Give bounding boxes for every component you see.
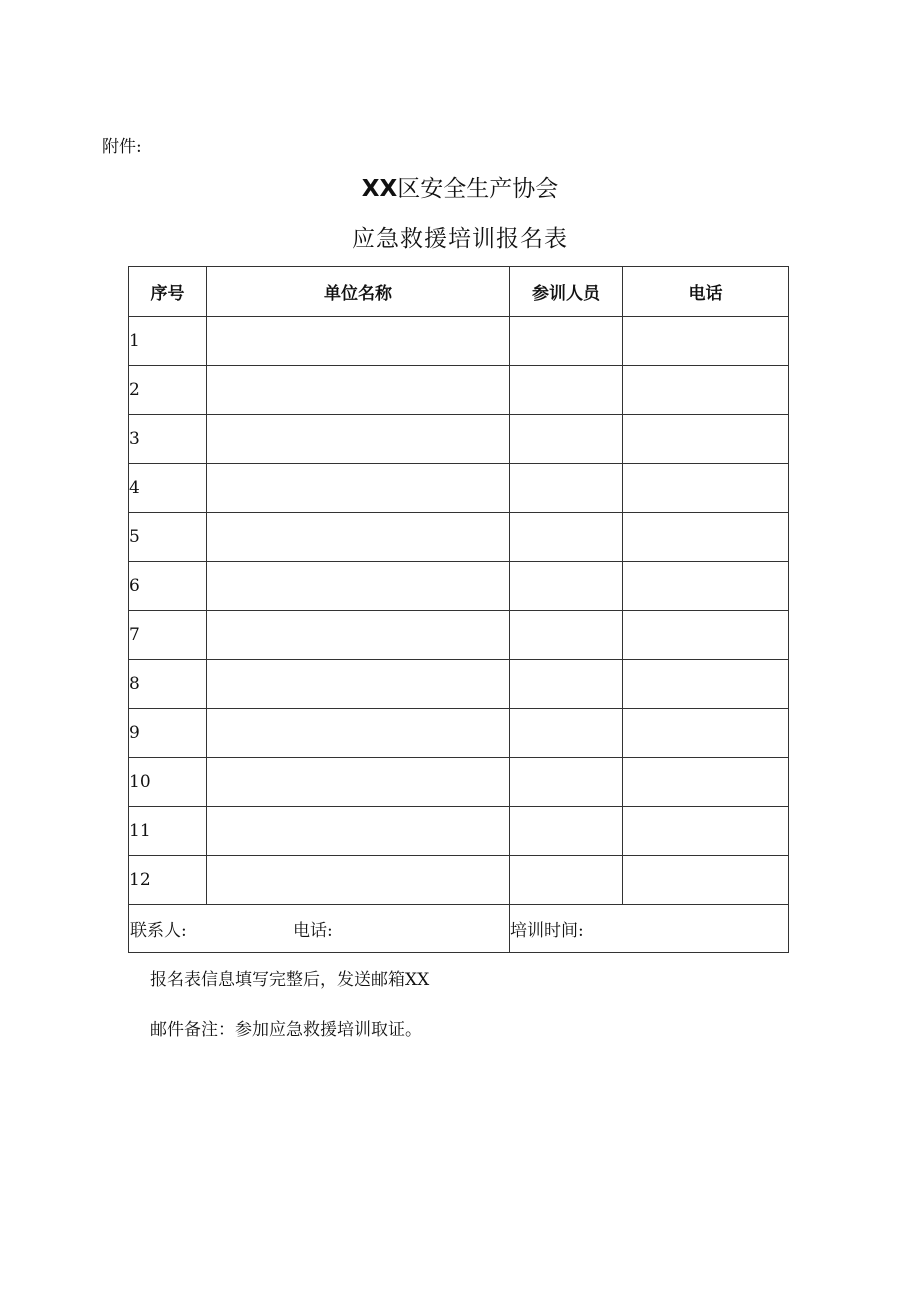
phone-cell[interactable] bbox=[623, 366, 789, 415]
unit-name-cell[interactable] bbox=[207, 856, 510, 905]
row-number: 1 bbox=[129, 317, 207, 366]
unit-name-cell[interactable] bbox=[207, 366, 510, 415]
phone-cell[interactable] bbox=[623, 758, 789, 807]
row-number: 10 bbox=[129, 758, 207, 807]
row-number: 3 bbox=[129, 415, 207, 464]
unit-name-cell[interactable] bbox=[207, 562, 510, 611]
trainees-cell[interactable] bbox=[510, 758, 623, 807]
table-row bbox=[129, 562, 789, 611]
unit-name-cell[interactable] bbox=[207, 660, 510, 709]
unit-name-cell[interactable] bbox=[207, 415, 510, 464]
row-number: 2 bbox=[129, 366, 207, 415]
phone-cell[interactable] bbox=[623, 611, 789, 660]
row-number: 12 bbox=[129, 856, 207, 905]
contact-label: 联系人: bbox=[130, 921, 187, 941]
table-row bbox=[129, 366, 789, 415]
trainees-cell[interactable] bbox=[510, 562, 623, 611]
header-trainees: 参训人员 bbox=[510, 267, 623, 317]
title-line1: 区安全生产协会 bbox=[397, 176, 559, 202]
row-number: 11 bbox=[129, 807, 207, 856]
document-subtitle: 应急救援培训报名表 bbox=[352, 226, 568, 252]
unit-name-cell[interactable] bbox=[207, 513, 510, 562]
row-number: 8 bbox=[129, 660, 207, 709]
trainees-cell[interactable] bbox=[510, 807, 623, 856]
row-number: 5 bbox=[129, 513, 207, 562]
attachment-label: 附件: bbox=[102, 137, 142, 157]
row-number: 6 bbox=[129, 562, 207, 611]
submission-note: 报名表信息填写完整后，发送邮箱XX bbox=[150, 970, 430, 990]
row-number: 4 bbox=[129, 464, 207, 513]
document-title bbox=[0, 174, 920, 204]
table-row bbox=[129, 856, 789, 905]
unit-name-cell[interactable] bbox=[207, 317, 510, 366]
table-row bbox=[129, 415, 789, 464]
trainees-cell[interactable] bbox=[510, 709, 623, 758]
phone-cell[interactable] bbox=[623, 709, 789, 758]
phone-cell[interactable] bbox=[623, 807, 789, 856]
table-row bbox=[129, 317, 789, 366]
phone-cell[interactable] bbox=[623, 317, 789, 366]
table-row bbox=[129, 660, 789, 709]
title-prefix: XX bbox=[361, 176, 398, 202]
unit-name-cell[interactable] bbox=[207, 709, 510, 758]
table-row bbox=[129, 513, 789, 562]
trainees-cell[interactable] bbox=[510, 660, 623, 709]
training-time-label: 培训时间: bbox=[510, 921, 584, 941]
trainees-cell[interactable] bbox=[510, 366, 623, 415]
table-row bbox=[129, 709, 789, 758]
table-footer-row bbox=[129, 905, 789, 953]
phone-cell[interactable] bbox=[623, 464, 789, 513]
phone-cell[interactable] bbox=[623, 660, 789, 709]
table-row bbox=[129, 758, 789, 807]
trainees-cell[interactable] bbox=[510, 513, 623, 562]
phone-cell[interactable] bbox=[623, 513, 789, 562]
table-row bbox=[129, 807, 789, 856]
trainees-cell[interactable] bbox=[510, 464, 623, 513]
unit-name-cell[interactable] bbox=[207, 611, 510, 660]
unit-name-cell[interactable] bbox=[207, 464, 510, 513]
row-number: 7 bbox=[129, 611, 207, 660]
table-row bbox=[129, 611, 789, 660]
phone-cell[interactable] bbox=[623, 562, 789, 611]
phone-cell[interactable] bbox=[623, 856, 789, 905]
table-row bbox=[129, 464, 789, 513]
registration-table bbox=[128, 266, 789, 953]
trainees-cell[interactable] bbox=[510, 415, 623, 464]
header-phone: 电话 bbox=[623, 267, 789, 317]
header-serial: 序号 bbox=[129, 267, 207, 317]
trainees-cell[interactable] bbox=[510, 317, 623, 366]
unit-name-cell[interactable] bbox=[207, 758, 510, 807]
email-remark-note: 邮件备注：参加应急救援培训取证。 bbox=[150, 1020, 422, 1040]
phone-cell[interactable] bbox=[623, 415, 789, 464]
unit-name-cell[interactable] bbox=[207, 807, 510, 856]
training-time-cell[interactable] bbox=[510, 905, 789, 953]
trainees-cell[interactable] bbox=[510, 856, 623, 905]
header-unit-name: 单位名称 bbox=[207, 267, 510, 317]
contact-phone-label: 电话: bbox=[293, 921, 333, 941]
row-number: 9 bbox=[129, 709, 207, 758]
trainees-cell[interactable] bbox=[510, 611, 623, 660]
contact-cell[interactable] bbox=[129, 905, 510, 953]
table-header-row bbox=[129, 267, 789, 317]
